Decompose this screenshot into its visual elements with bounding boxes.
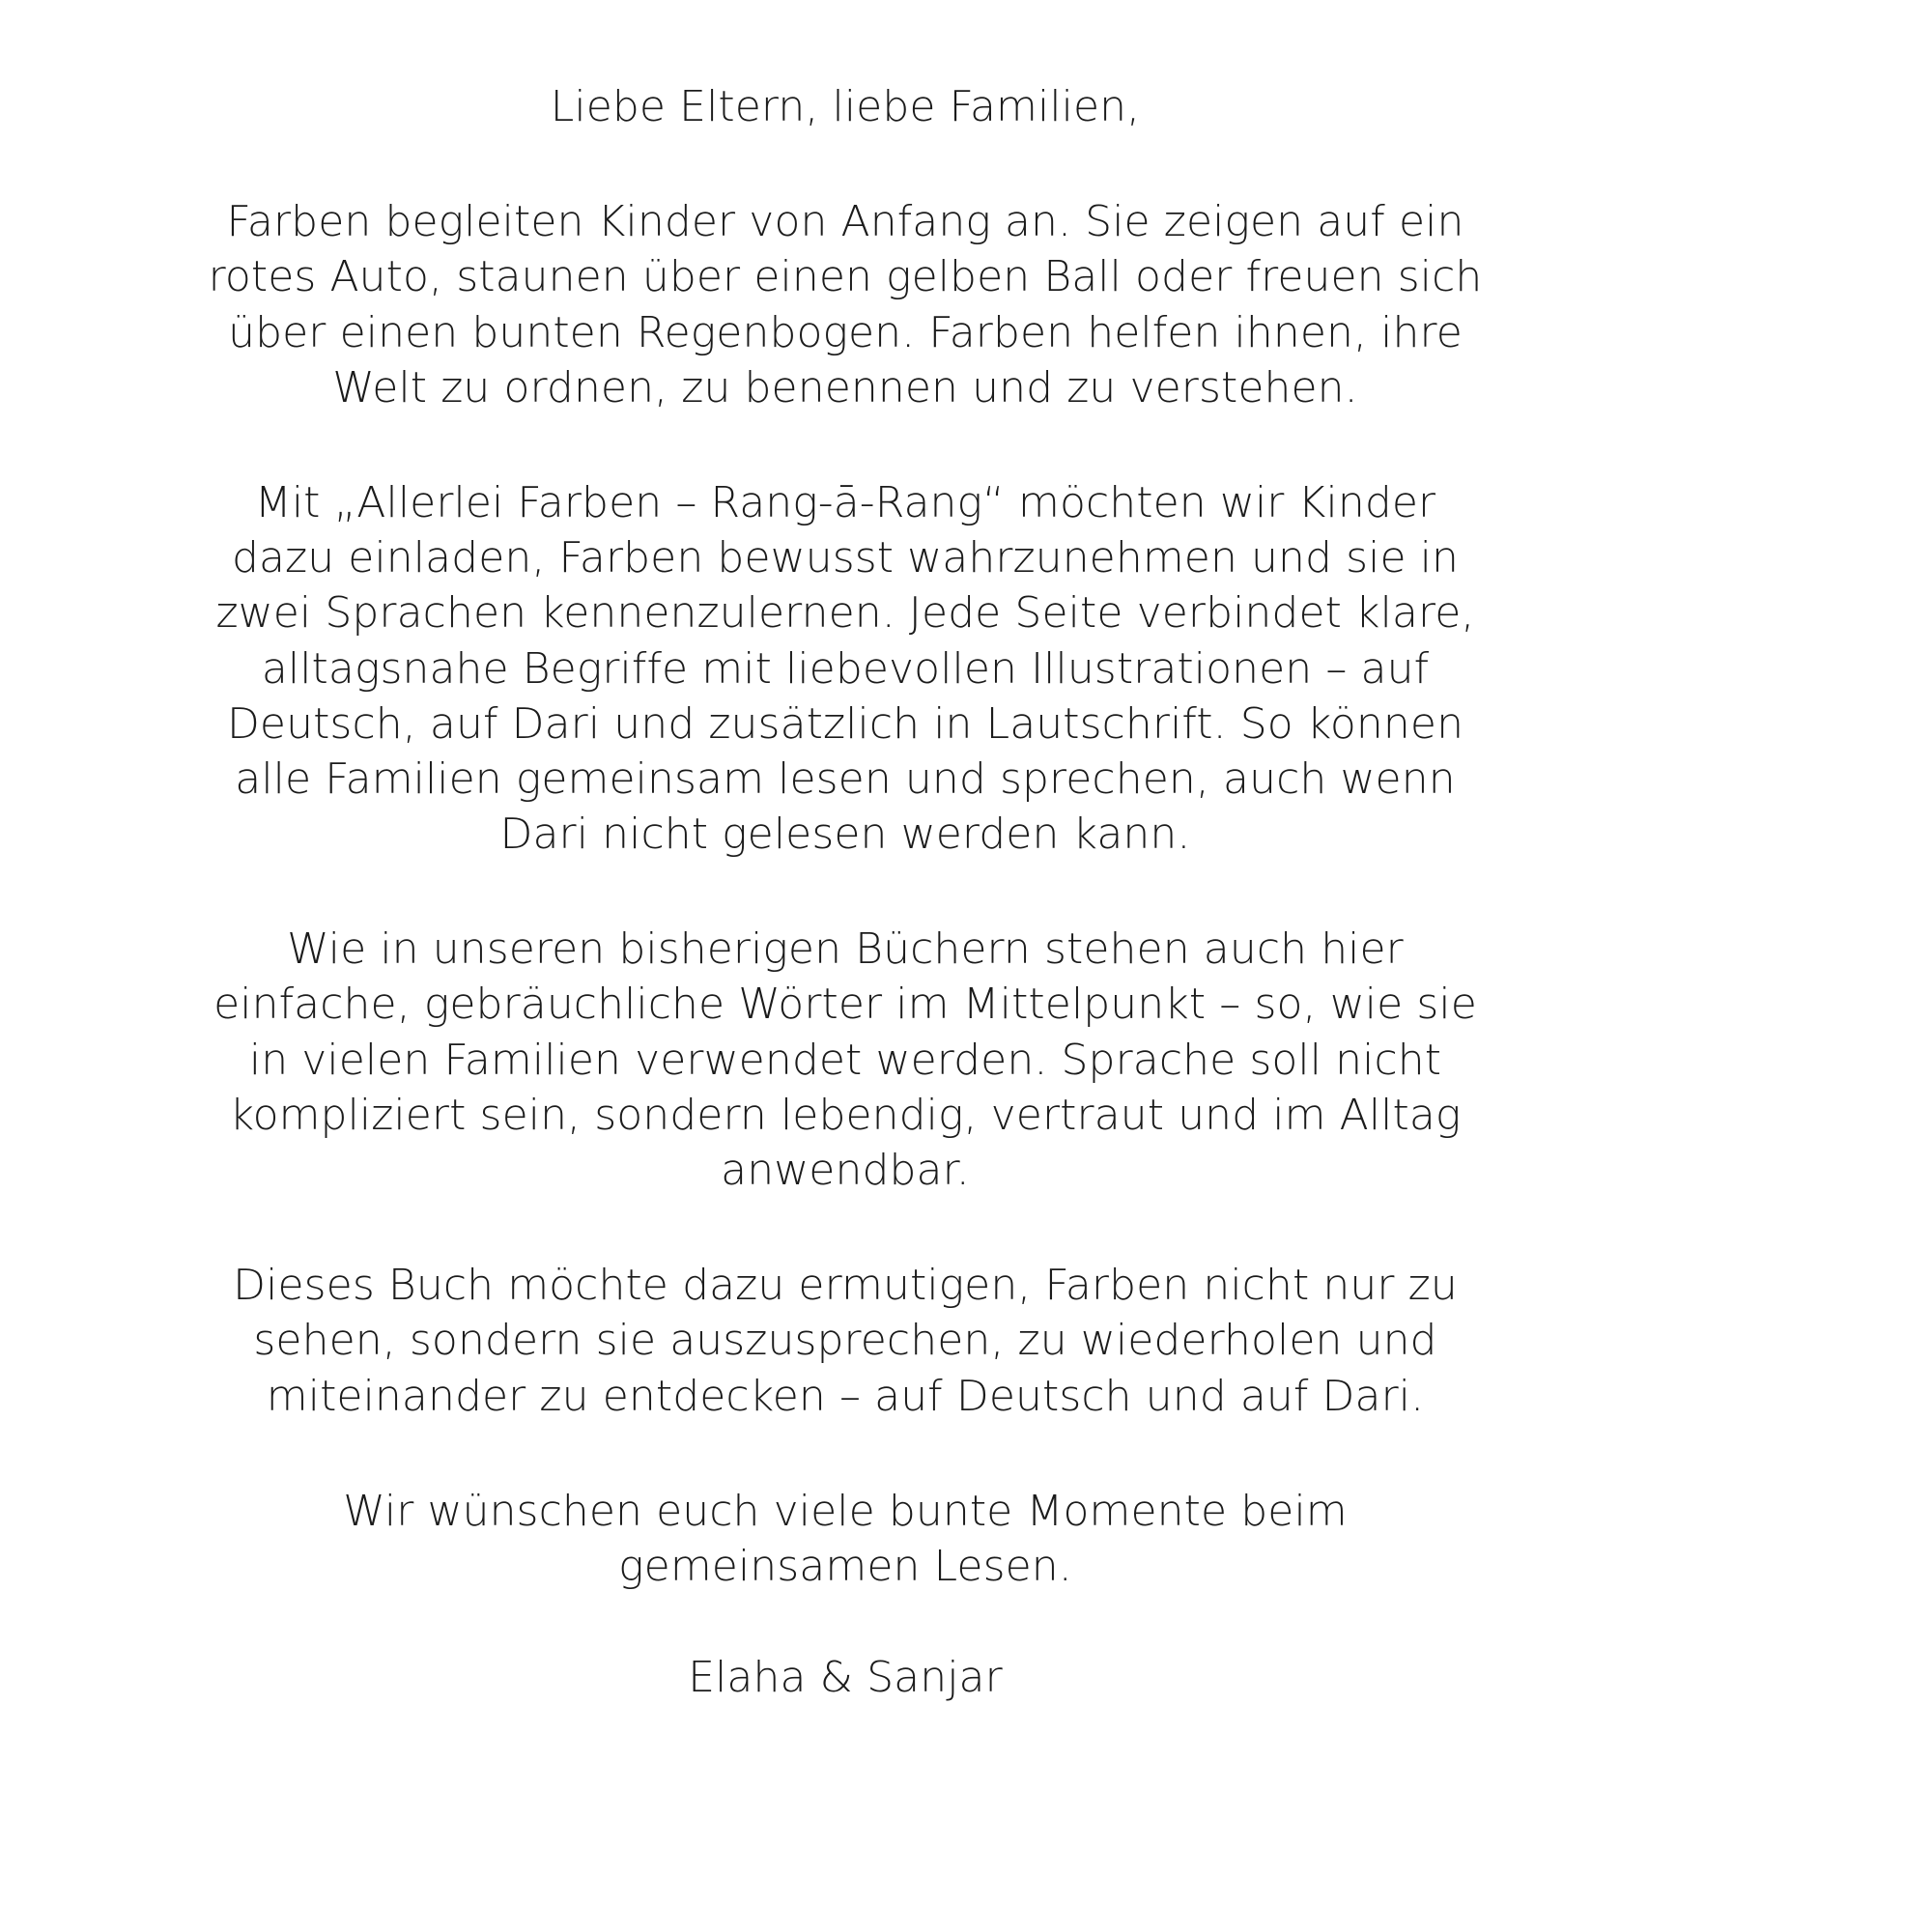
paragraph-spacer <box>208 1424 1483 1484</box>
signature-line: Elaha & Sanjar <box>688 1653 1003 1703</box>
salutation-line: Liebe Eltern, liebe Familien, <box>550 82 1141 131</box>
letter-body <box>208 79 1483 1705</box>
signature-spacer <box>208 1594 1483 1650</box>
paragraph-spacer <box>208 1198 1483 1258</box>
paragraph-book-description: Mit „Allerlei Farben – Rang-ā-Rang“ möchten wir Kinder dazu einladen, Farben bewusst wahrzunehmen und sie in zwei Sprachen kennenzulernen. Jede Seite verbindet klare, alltagsnahe Begriffe mit liebevollen Illustrationen – auf Deutsch, auf Dari und zusätzlich in Lautschrift. So können alle Familien gemeinsam lesen und sprechen, auch wenn Dari nicht gelesen werden kann. <box>215 477 1475 860</box>
paragraph-encouragement: Dieses Buch möchte dazu ermutigen, Farben nicht nur zu sehen, sondern sie auszusprechen, zu wiederholen und miteinander zu entdecken – auf Deutsch und auf Dari. <box>233 1261 1458 1421</box>
paragraph-spacer <box>208 134 1483 194</box>
paragraph-spacer <box>208 862 1483 922</box>
paragraph-word-choice: Wie in unseren bisherigen Büchern stehen auch hier einfache, gebräuchliche Wörter im Mittelpunkt – so, wie sie in vielen Familien verwendet werden. Sprache soll nicht kompliziert sein, sondern lebendig, vertraut und im Alltag anwendbar. <box>213 924 1477 1195</box>
paragraph-colors-intro: Farben begleiten Kinder von Anfang an. Sie zeigen auf ein rotes Auto, staunen über einen gelben Ball oder freuen sich über einen bunten Regenbogen. Farben helfen ihnen, ihre Welt zu ordnen, zu benennen und zu verstehen. <box>208 197 1483 412</box>
paragraph-closing-wish: Wir wünschen euch viele bunte Momente beim gemeinsamen Lesen. <box>343 1486 1348 1591</box>
paragraph-spacer <box>208 415 1483 475</box>
